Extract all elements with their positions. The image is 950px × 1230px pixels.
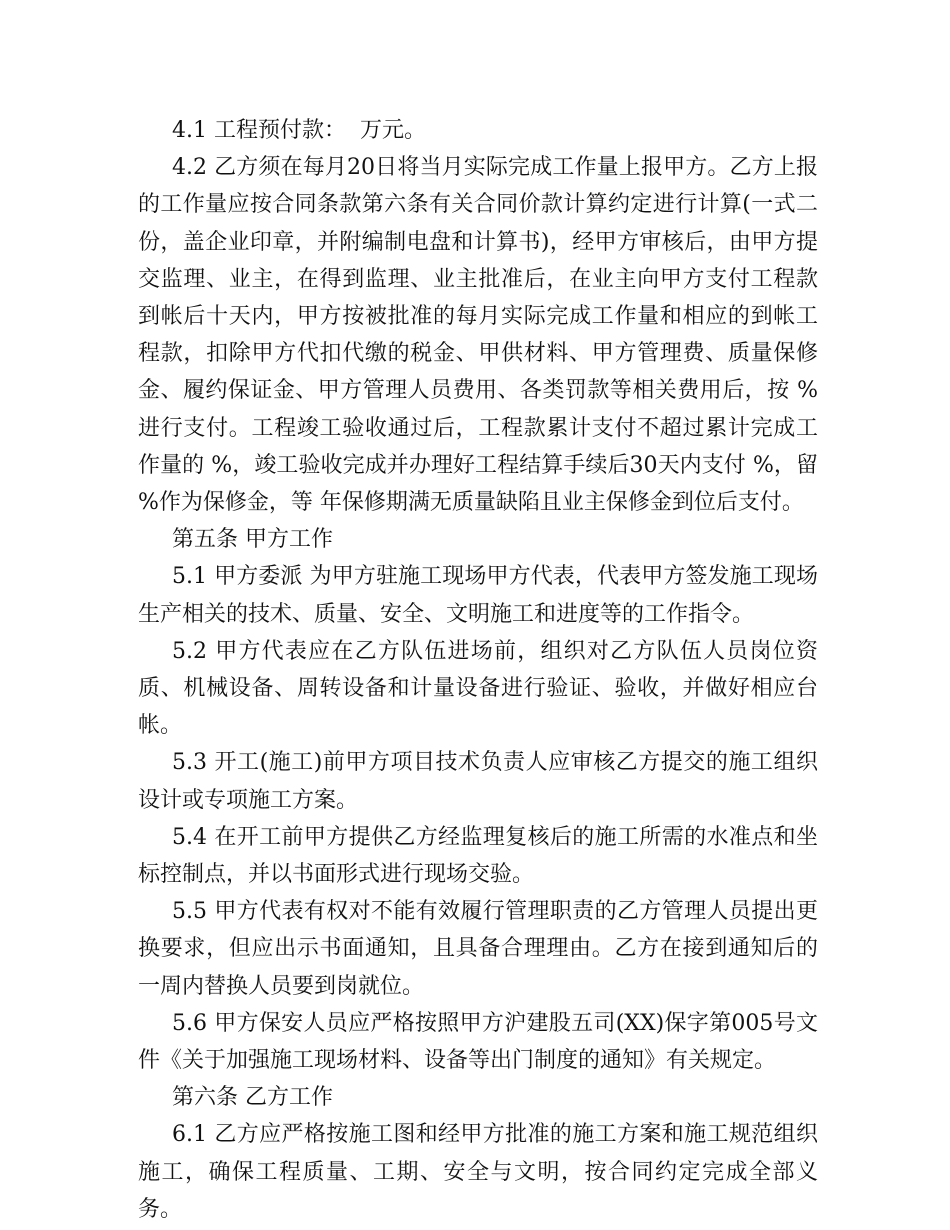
paragraph-5-2: 5.2 甲方代表应在乙方队伍进场前，组织对乙方队伍人员岗位资质、机械设备、周转设备和计量设备进行验证、验收，并做好相应台帐。	[138, 638, 818, 739]
section-heading-5: 第五条 甲方工作	[172, 527, 333, 553]
paragraph-5-5: 5.5 甲方代表有权对不能有效履行管理职责的乙方管理人员提出更换要求，但应出示书面通知，且具备合理理由。乙方在接到通知后的一周内替换人员要到岗就位。	[138, 899, 818, 999]
paragraph-4-2: 4.2 乙方须在每月20日将当月实际完成工作量上报甲方。乙方上报的工作量应按合同条款第六条有关合同价款计算约定进行计算(一式二份，盖企业印章，并附编制电盘和计算书)，经甲方审核后，由甲方提交监理、业主，在得到监理、业主批准后，在业主向甲方支付工程款到帐后十天内，甲方按被批准的每月实际完成工作量和相应的到帐工程款，扣除甲方代扣代缴的税金、甲供材料、甲方管理费、质量保修金、履约保证金、甲方管理人员费用、各类罚款等相关费用后，按 %进行支付。工程竣工验收通过后，工程款累计支付不超过累计完成工作量的 %，竣工验收完成并办理好工程结算手续后30天内支付 %，留 %作为保修金，等 年保修期满无质量缺陷且业主保修金到位后支付。	[138, 155, 825, 516]
section-heading-6: 第六条 乙方工作	[172, 1085, 333, 1111]
document-body	[138, 112, 825, 1228]
paragraph-4-1: 4.1 工程预付款： 万元。	[172, 118, 426, 143]
paragraph-6-1: 6.1 乙方应严格按施工图和经甲方批准的施工方案和施工规范组织施工，确保工程质量、工期、安全与文明，按合同约定完成全部义务。	[138, 1122, 818, 1222]
paragraph-5-3: 5.3 开工(施工)前甲方项目技术负责人应审核乙方提交的施工组织设计或专项施工方案。	[138, 750, 818, 813]
paragraph-5-4: 5.4 在开工前甲方提供乙方经监理复核后的施工所需的水准点和坐标控制点，并以书面形式进行现场交验。	[138, 824, 818, 888]
paragraph-5-6: 5.6 甲方保安人员应严格按照甲方沪建股五司(XX)保字第005号文件《关于加强施工现场材料、设备等出门制度的通知》有关规定。	[138, 1010, 818, 1074]
paragraph-5-1: 5.1 甲方委派 为甲方驻施工现场甲方代表，代表甲方签发施工现场生产相关的技术、质量、安全、文明施工和进度等的工作指令。	[138, 564, 818, 627]
